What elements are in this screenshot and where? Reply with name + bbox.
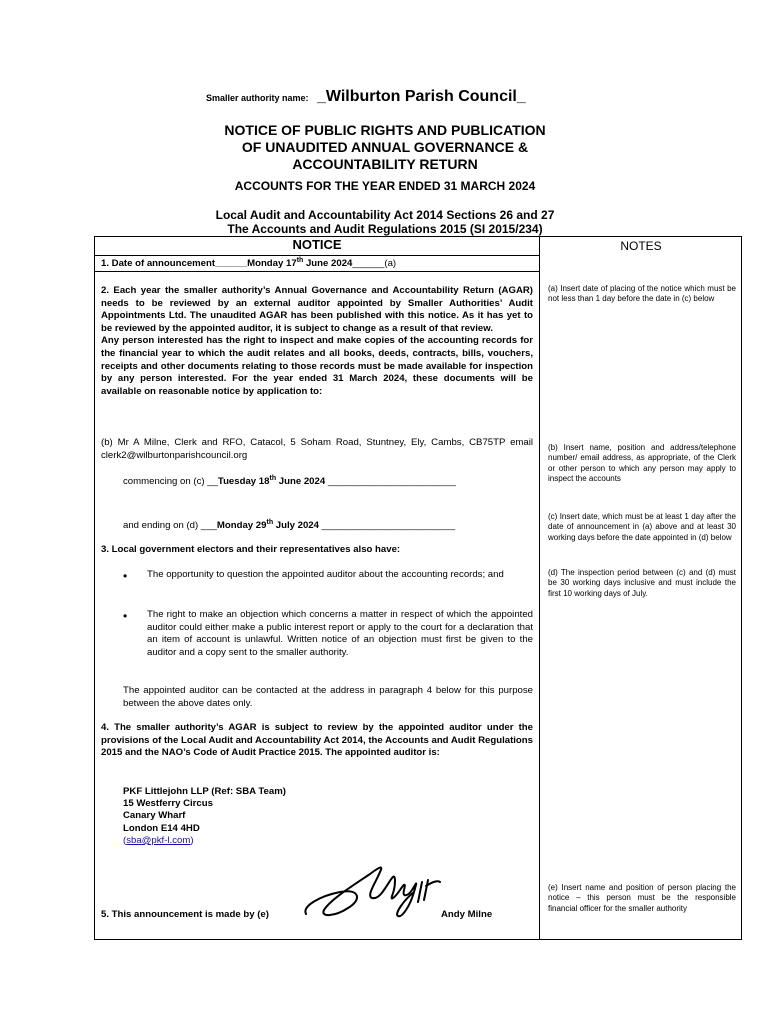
- authority-name: _Wilburton Parish Council_: [316, 88, 526, 105]
- bullet-icon: •: [123, 569, 128, 583]
- legal-reference-regulations: The Accounts and Audit Regulations 2015 (SI 2015/234): [227, 222, 543, 236]
- announcer-name: Andy Milne: [441, 909, 493, 920]
- paragraph-2-rights: Any person interested has the right to inspect and make copies of the accounting records for the financial year to which the audit relates and all books, deeds, contracts, bills, vouchers, receipts and other documents relating to those records must be made available for inspection by any person interested. For the year ended 31 March 2024, these documents will be available on reasonable notice by application to:: [101, 335, 533, 397]
- paragraph-2-intro: 2. Each year the smaller authority’s Annual Governance and Accountability Return (AGAR) needs to be reviewed by an external auditor appointed by Smaller Authorities’ Audit Appointments Ltd. The unaudited AGAR has been published with this notice. As it has yet to be reviewed by the appointed auditor, it is subject to change as a result of that review.: [101, 285, 533, 334]
- title-line-1: NOTICE OF PUBLIC RIGHTS AND PUBLICATION: [224, 122, 546, 138]
- authority-label: Smaller authority name:: [206, 93, 309, 103]
- accounts-year-heading: ACCOUNTS FOR THE YEAR ENDED 31 MARCH 2024: [234, 179, 536, 193]
- inspection-contact: (b) Mr A Milne, Clerk and RFO, Catacol, 5 Soham Road, Stuntney, Ely, Cambs, CB75TP email clerk2@wilburtonparishcouncil.org: [101, 437, 533, 461]
- header-divider: [94, 255, 540, 256]
- paragraph-4: 4. The smaller authority’s AGAR is subject to review by the appointed auditor under the provisions of the Local Audit and Accountability Act 2014, the Accounts and Audit Regulations 2015 and the NAO’s Code of Audit Practice 2015. The appointed auditor is:: [101, 722, 533, 759]
- paragraph-2: [101, 285, 533, 398]
- note-c: (c) Insert date, which must be at least 1 day after the date of announcement in (a) above and at least 30 working days before the date appointed in (d) below: [548, 512, 736, 542]
- note-e: (e) Insert name and position of person placing the notice – this person must be the responsible financial officer for the smaller authority: [548, 883, 736, 913]
- row-divider: [94, 271, 540, 272]
- ending-date: and ending on (d) ___Monday 29th July 2024 _________________________: [123, 518, 456, 531]
- authority-name-line: [206, 88, 526, 106]
- legal-reference-act: Local Audit and Accountability Act 2014 Sections 26 and 27: [215, 208, 555, 222]
- note-b: (b) Insert name, position and address/telephone number/ email address, as appropriate, of the Clerk or other person to which any person may apply to inspect the accounts: [548, 443, 736, 484]
- signature-image: [300, 856, 450, 926]
- auditor-contact-note: The appointed auditor can be contacted at the address in paragraph 4 below for this purpose between the above dates only.: [123, 685, 533, 709]
- paragraph-3-heading: 3. Local government electors and their representatives also have:: [101, 544, 401, 555]
- right-to-question: The opportunity to question the appointed auditor about the accounting records; and: [147, 569, 504, 580]
- document-title: [0, 122, 770, 173]
- note-d: (d) The inspection period between (c) and (d) must be 30 working days inclusive and must include the first 10 working days of July.: [548, 568, 736, 598]
- commencing-date: commencing on (c) __Tuesday 18th June 2024 ________________________: [123, 474, 456, 487]
- right-to-object: The right to make an objection which concerns a matter in respect of which the appointed auditor could either make a public interest report or apply to the court for a declaration that an item of account is unlawful. Written notice of an objection must first be given to the auditor and a copy sent to the smaller authority.: [147, 609, 533, 658]
- title-line-3: ACCOUNTABILITY RETURN: [292, 156, 478, 172]
- notice-column-header: NOTICE: [292, 237, 342, 252]
- notes-column-header: NOTES: [620, 239, 662, 253]
- title-line-2: OF UNAUDITED ANNUAL GOVERNANCE &: [241, 139, 529, 155]
- column-divider: [539, 236, 540, 940]
- announcement-by: 5. This announcement is made by (e): [101, 909, 269, 920]
- auditor-address: PKF Littlejohn LLP (Ref: SBA Team) 15 Westferry Circus Canary Wharf London E14 4HD (sba@pkf-l.com): [123, 786, 286, 846]
- announcement-date: 1. Date of announcement______Monday 17th June 2024______(a): [101, 256, 397, 269]
- auditor-email-link[interactable]: sba@pkf-l.com: [126, 834, 191, 846]
- note-a: (a) Insert date of placing of the notice which must be not less than 1 day before the date in (c) below: [548, 284, 736, 304]
- bullet-icon: •: [123, 609, 128, 623]
